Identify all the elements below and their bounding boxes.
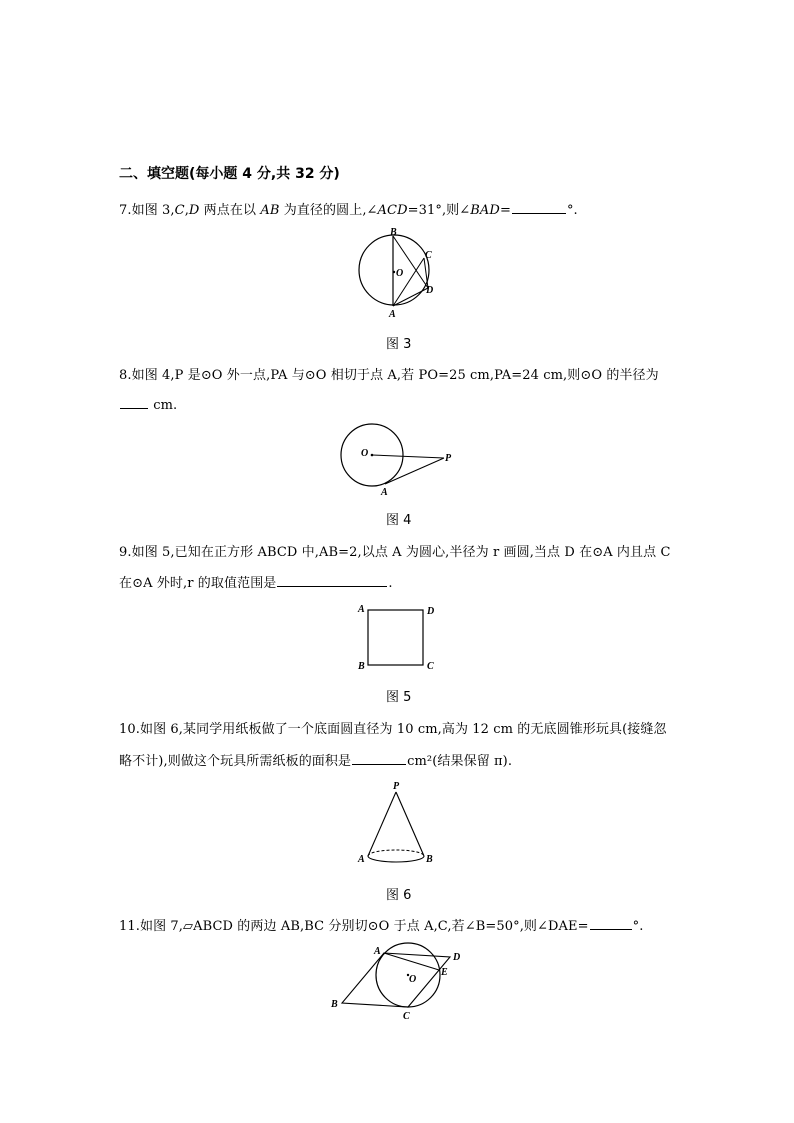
figure-5-caption: 图 5	[386, 690, 412, 705]
fig7-parallelogram	[342, 953, 450, 1007]
fig6-label-A: A	[358, 854, 365, 865]
fig7-label-B: B	[331, 999, 338, 1010]
question-9-text-line2: 在⊙A 外时,r 的取值范围是 .	[119, 576, 393, 591]
fig3-label-A: A	[389, 309, 396, 320]
question-8-text-line2: cm.	[119, 396, 177, 413]
fig6-label-P: P	[393, 781, 400, 792]
question-7-text: 7.如图 3,C,D 两点在以 AB 为直径的圆上,∠ACD=31°,则∠BAD= °.	[119, 203, 578, 218]
question-8-text: 8.如图 4,P 是⊙O 外一点,PA 与⊙O 相切于点 A,若 PO=25 cm,PA=24 cm,则⊙O 的半径为	[119, 368, 659, 383]
fig7-label-C: C	[403, 1011, 410, 1022]
question-11-text: 11.如图 7,▱ABCD 的两边 AB,BC 分别切⊙O 于点 A,C,若∠B=50°,则∠DAE= °.	[119, 919, 644, 934]
fig3-label-B: B	[390, 227, 397, 238]
fig5-label-C: C	[427, 661, 434, 672]
fig7-label-D: D	[453, 952, 461, 963]
fig5-label-D: D	[427, 606, 435, 617]
fig6-label-B: B	[426, 854, 433, 865]
fig4-label-O: O	[361, 448, 369, 459]
figure-6-caption: 图 6	[386, 888, 412, 903]
section-heading: 二、填空题(每小题 4 分,共 32 分)	[119, 166, 340, 182]
fig3-label-O: O	[396, 268, 404, 279]
fig4-label-A: A	[381, 487, 388, 498]
fig7-label-E: E	[441, 967, 448, 978]
fig3-label-D: D	[426, 285, 434, 296]
figure-3-caption: 图 3	[386, 337, 412, 352]
question-10-text-line2: 略不计),则做这个玩具所需纸板的面积是 cm²(结果保留 π).	[119, 754, 513, 769]
fig7-label-O: O	[409, 974, 417, 985]
fig3-label-C: C	[425, 250, 432, 261]
figure-4-caption: 图 4	[386, 513, 412, 528]
question-10-text: 10.如图 6,某同学用纸板做了一个底面圆直径为 10 cm,高为 12 cm 的无底圆锥形玩具(接缝忽	[119, 722, 667, 737]
fig7-label-A: A	[374, 946, 381, 957]
question-9-text: 9.如图 5,已知在正方形 ABCD 中,AB=2,以点 A 为圆心,半径为 r 画圆,当点 D 在⊙A 内且点 C	[119, 545, 671, 560]
fig5-label-B: B	[358, 661, 365, 672]
fig5-label-A: A	[358, 604, 365, 615]
fig4-label-P: P	[445, 453, 452, 464]
